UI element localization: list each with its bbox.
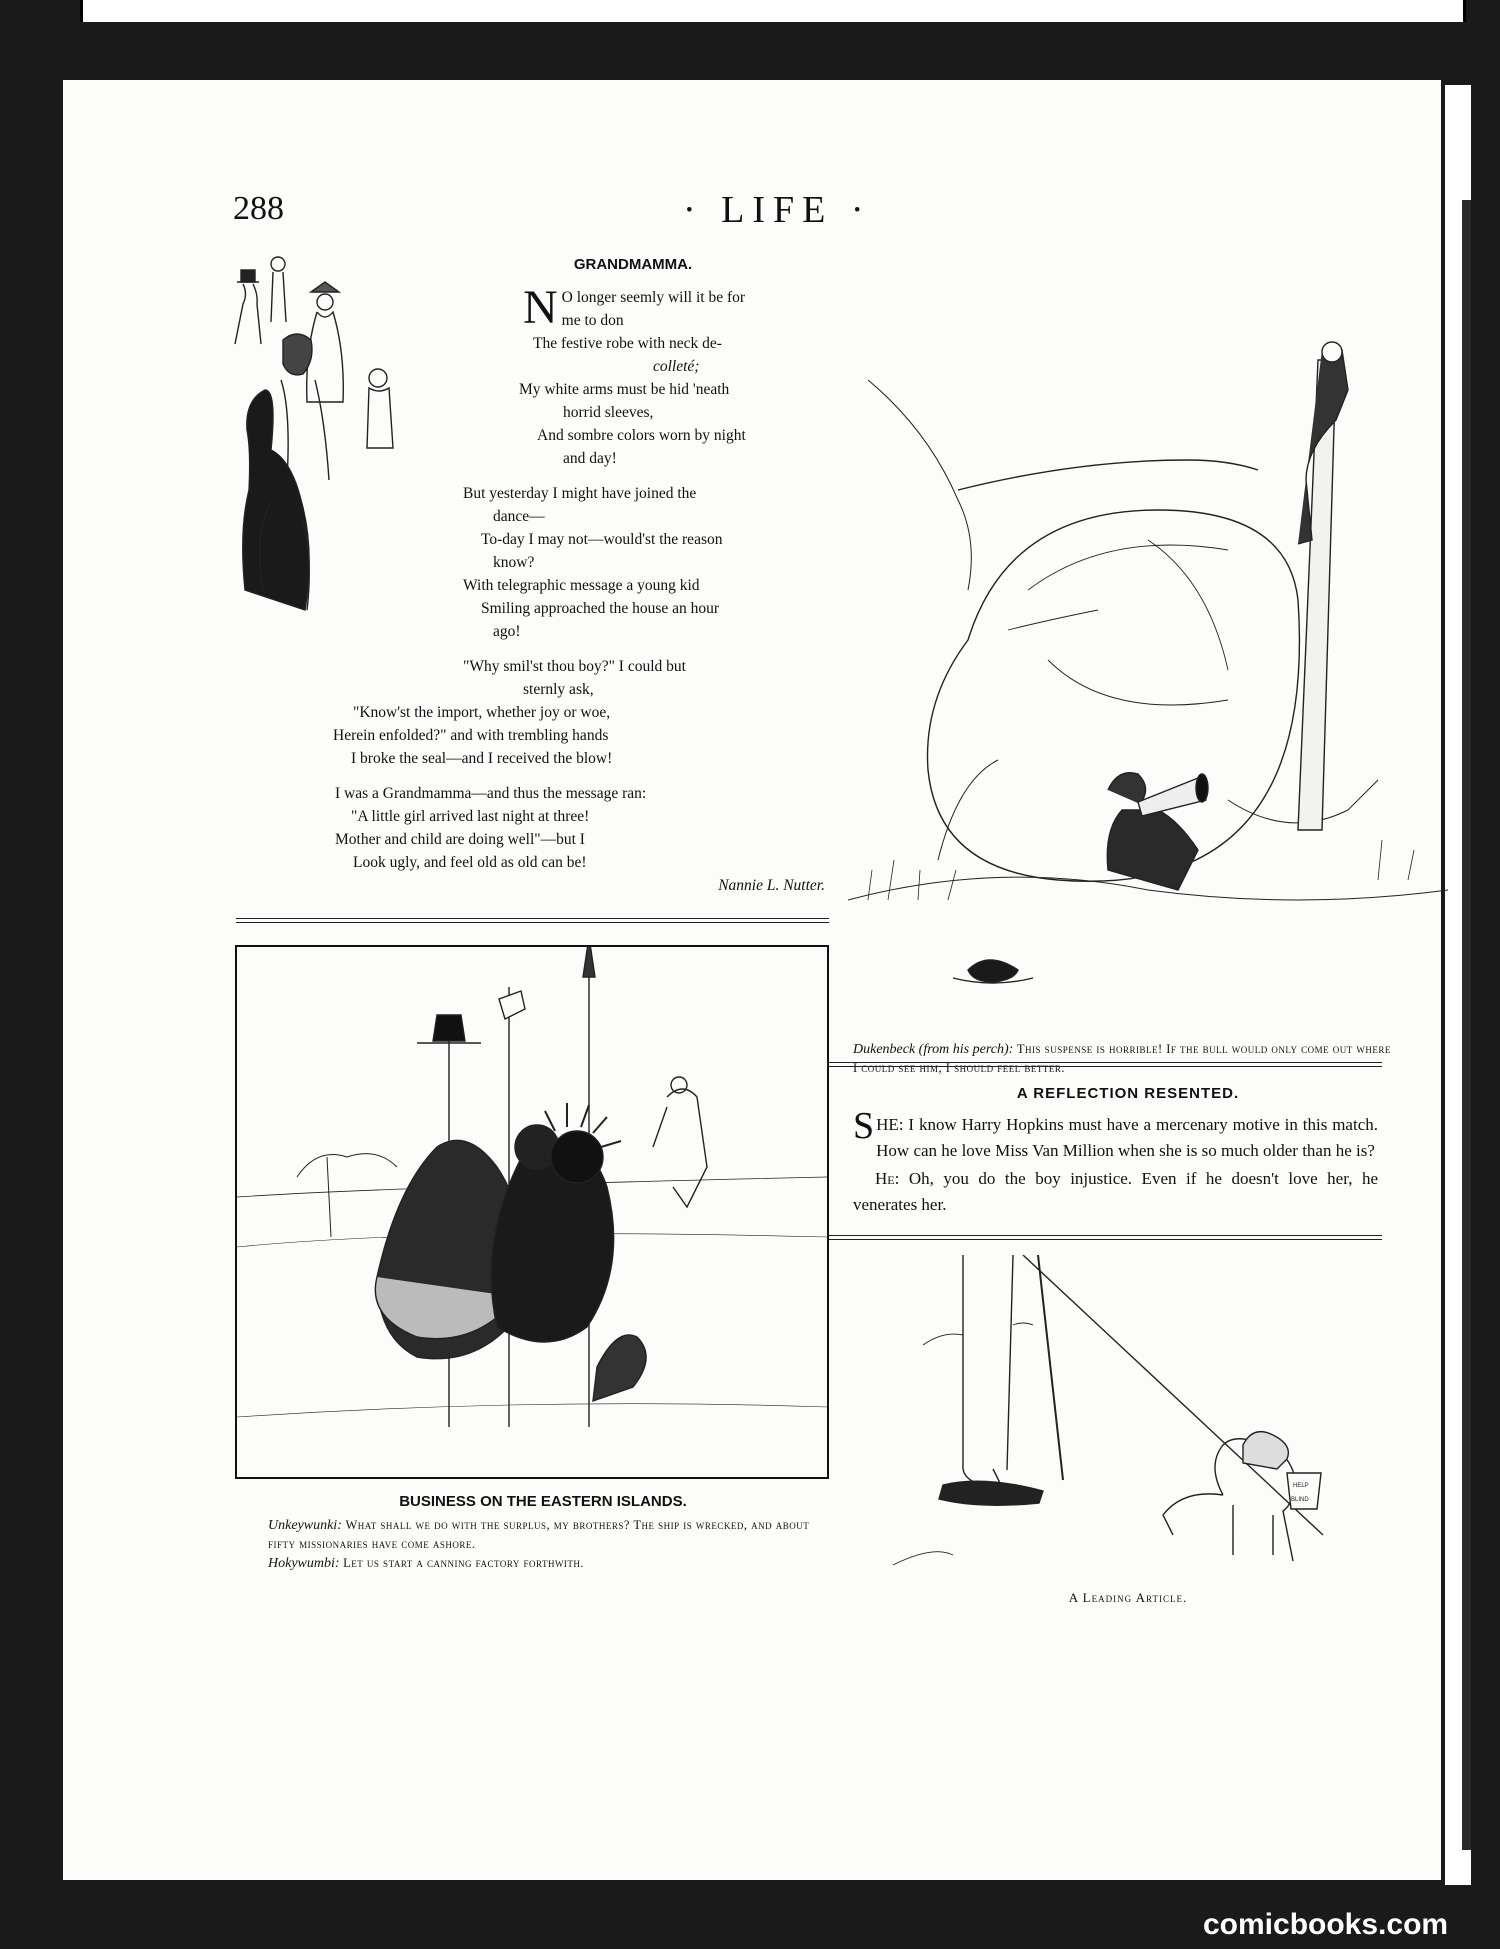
poem-line: and day!: [563, 450, 617, 467]
binding-shadow: [1462, 200, 1471, 1850]
site-watermark: comicbooks.com: [1203, 1908, 1449, 1941]
poem-line: dance—: [493, 508, 545, 525]
business-text-2: Let us start a canning factory forthwith.: [343, 1556, 585, 1570]
section-divider: [790, 1235, 1382, 1240]
poem-line: ago!: [493, 623, 521, 640]
business-speaker-1: Unkeywunki:: [268, 1518, 342, 1533]
business-illustration-frame: [235, 945, 829, 1479]
section-divider: [236, 918, 829, 923]
poem-line: I broke the seal—and I received the blow!: [351, 750, 613, 767]
poem-line: "Know'st the import, whether joy or woe,: [353, 704, 611, 721]
she-label: HE:: [876, 1115, 904, 1134]
poem-author: Nannie L. Nutter.: [718, 877, 825, 894]
business-caption: [268, 1516, 823, 1573]
magazine-title: · LIFE ·: [683, 189, 872, 231]
poem-stanza-2: [263, 482, 823, 643]
she-dropcap: S: [853, 1105, 875, 1147]
poem-line: me to don: [561, 312, 624, 329]
poem-line: Look ugly, and feel old as old can be!: [353, 854, 587, 871]
poem-line: "A little girl arrived last night at three!: [351, 808, 590, 825]
poem-stanza-4: [263, 782, 823, 874]
svg-text:HELP: HELP: [1293, 1483, 1309, 1489]
poem-line: horrid sleeves,: [563, 404, 654, 421]
poem-line: I was a Grandmamma—and thus the message ran:: [335, 785, 647, 802]
leading-article-illustration: [893, 1255, 1363, 1585]
dukenbeck-speaker: Dukenbeck (from his perch):: [853, 1042, 1014, 1057]
business-dialogue-1: [268, 1516, 823, 1554]
business-dialogue-2: [268, 1554, 823, 1573]
poem-line: know?: [493, 554, 535, 571]
poem-line: With telegraphic message a young kid: [463, 577, 700, 594]
he-label: He:: [875, 1169, 900, 1188]
dukenbeck-caption: [853, 1040, 1398, 1078]
cannibals-illustration: [237, 947, 827, 1477]
she-text: I know Harry Hopkins must have a mercenary motive in this match. How can he love Miss Van Million when she is so much older than he is?: [876, 1115, 1379, 1160]
leading-article-caption: A Leading Article.: [1068, 1590, 1188, 1605]
svg-text:BLIND: BLIND: [1291, 1497, 1309, 1503]
poem-line: Smiling approached the house an hour: [481, 600, 720, 617]
dukenbeck-tree-illustration: [848, 340, 1448, 1020]
section-divider: [790, 1062, 1382, 1067]
poem-title: GRANDMAMMA.: [573, 256, 693, 273]
poem-line: To-day I may not—would'st the reason: [481, 531, 723, 548]
poem-line: My white arms must be hid 'neath: [519, 381, 730, 398]
page-number: 288: [233, 190, 284, 227]
poem-line: But yesterday I might have joined the: [463, 485, 697, 502]
dukenbeck-caption-line: If the bull would only come out where I could see him,: [853, 1042, 1391, 1075]
business-text-1: What shall we do with the surplus, my brothers? The ship is wrecked, and about fifty missionaries have come ashore.: [268, 1518, 810, 1551]
she-line: [853, 1105, 1379, 1164]
poem-line: And sombre colors worn by night: [537, 427, 746, 444]
he-line: [853, 1166, 1378, 1218]
poem-stanza-3: [263, 655, 823, 770]
dukenbeck-caption-line: I should feel better.: [945, 1061, 1065, 1075]
previous-page-edge: [80, 0, 1466, 22]
poem-dropcap: N: [523, 281, 558, 334]
poem-line: O longer seemly will it be for: [561, 289, 746, 306]
he-text: Oh, you do the boy injustice. Even if he doesn't love her, he venerates her.: [853, 1169, 1379, 1214]
poem-body: [263, 281, 825, 897]
poem-line: Mother and child are doing well"—but I: [335, 831, 585, 848]
poem-line: The festive robe with neck de-: [533, 335, 722, 352]
business-speaker-2: Hokywumbi:: [268, 1556, 340, 1571]
poem-line: Herein enfolded?" and with trembling hands: [333, 727, 609, 744]
poem-stanza-1: [263, 281, 823, 470]
poem-line: colleté;: [653, 358, 700, 375]
poem-line: "Why smil'st thou boy?" I could but: [463, 658, 686, 675]
magazine-page: [63, 80, 1441, 1880]
dukenbeck-caption-line: This suspense is horrible!: [1016, 1042, 1163, 1056]
reflection-title: A REFLECTION RESENTED.: [1016, 1085, 1240, 1102]
poem-line: sternly ask,: [523, 681, 594, 698]
reflection-dialogue: [853, 1105, 1379, 1220]
business-title: BUSINESS ON THE EASTERN ISLANDS.: [399, 1493, 687, 1510]
